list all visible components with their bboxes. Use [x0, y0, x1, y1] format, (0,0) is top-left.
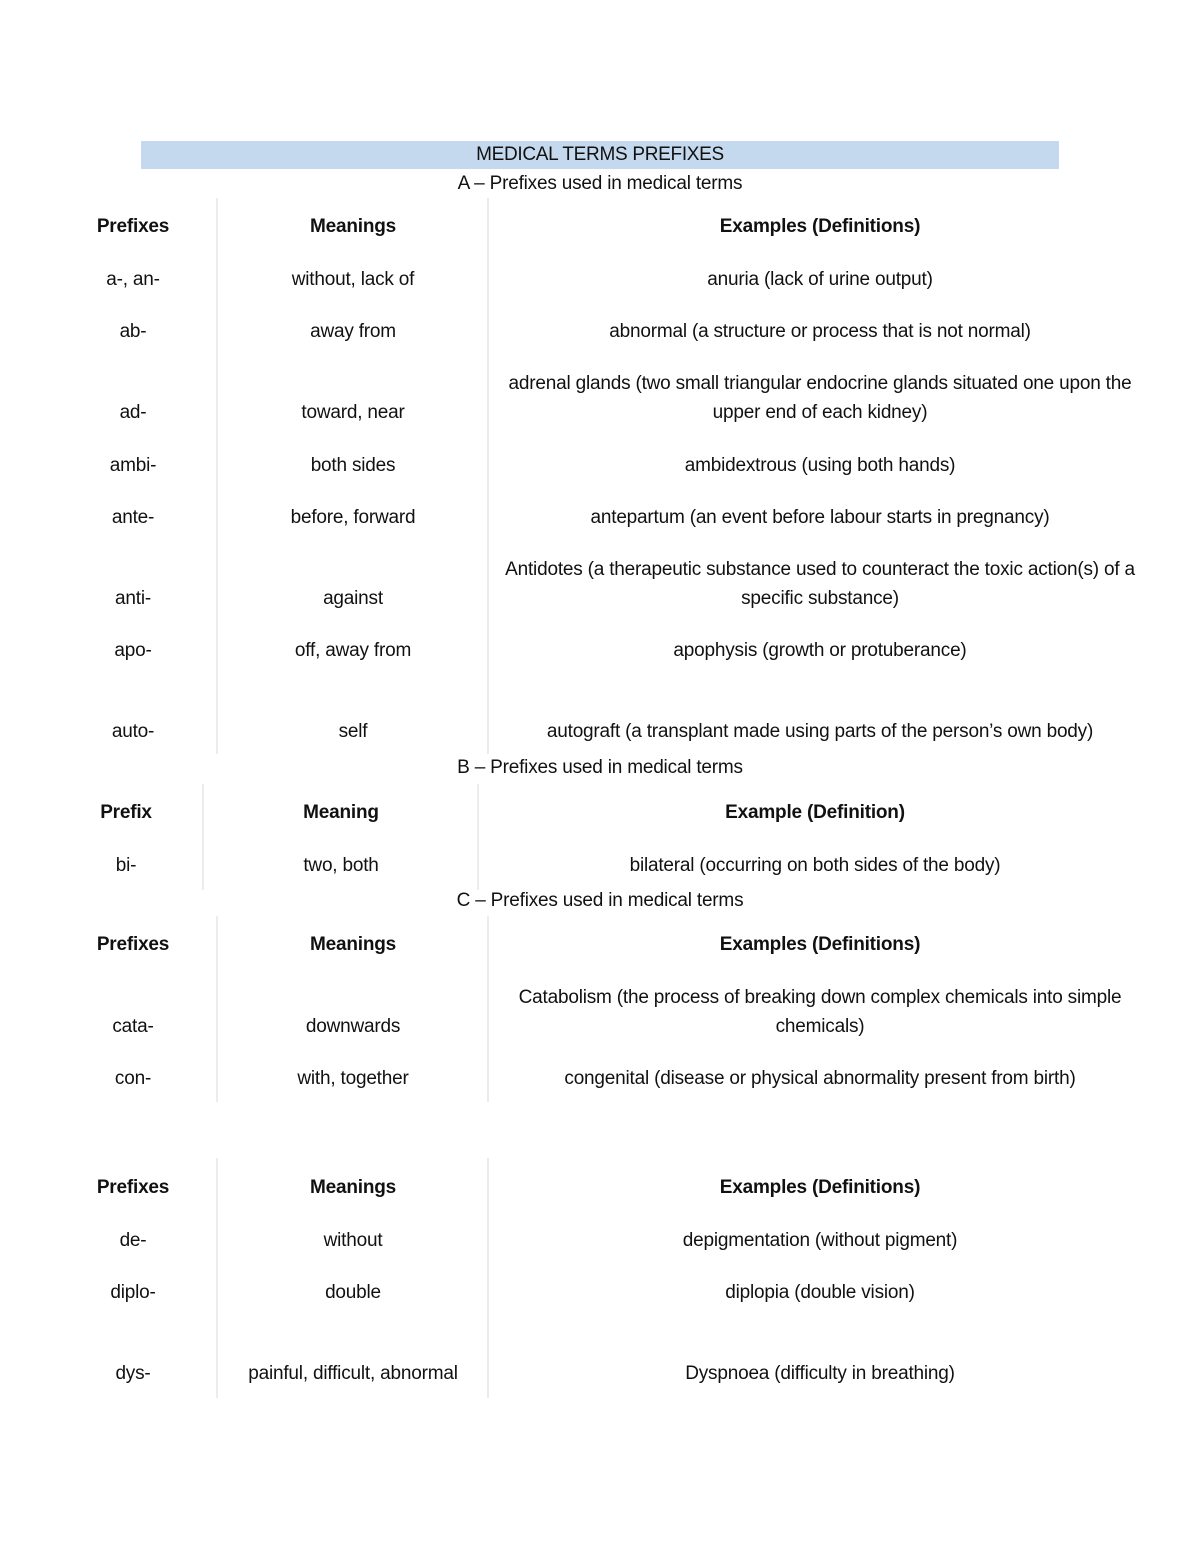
meaning-cell: two, both [303, 855, 379, 876]
meaning-cell: with, together [297, 1068, 409, 1089]
header-example: Examples (Definitions) [719, 933, 921, 955]
meaning-cell: against [323, 588, 383, 609]
example-cell: Antidotes (a therapeutic substance used to counteract the toxic action(s) of a specific substance) [505, 559, 1135, 609]
table-row [0, 498, 1200, 532]
prefix-cell: ad- [119, 402, 147, 423]
header-prefix: Prefixes [96, 933, 170, 955]
header-prefix: Prefix [100, 801, 152, 823]
table-header-row [0, 796, 1200, 828]
prefix-cell: diplo- [110, 1282, 156, 1303]
prefix-cell: ante- [111, 507, 155, 528]
table-row [0, 365, 1200, 427]
example-cell: abnormal (a structure or process that is not normal) [609, 321, 1031, 342]
table-row [0, 1059, 1200, 1093]
example-cell: antepartum (an event before labour starts in pregnancy) [590, 507, 1050, 528]
table-row [0, 312, 1200, 346]
header-meaning: Meanings [309, 933, 397, 955]
meaning-cell: off, away from [294, 640, 412, 661]
header-meaning: Meanings [309, 215, 397, 237]
table-header-row [0, 210, 1200, 242]
table-header-row [0, 928, 1200, 960]
prefix-cell: auto- [111, 721, 155, 742]
table-row [0, 446, 1200, 480]
prefix-cell: bi- [115, 855, 137, 876]
example-cell: bilateral (occurring on both sides of the body) [629, 855, 1001, 876]
prefix-cell: de- [119, 1230, 147, 1251]
header-example: Examples (Definitions) [719, 1176, 921, 1198]
table-row [0, 1221, 1200, 1255]
section-c-heading: C – Prefixes used in medical terms [456, 890, 744, 911]
prefix-cell: apo- [114, 640, 152, 661]
meaning-cell: without [323, 1230, 383, 1251]
header-meaning: Meanings [309, 1176, 397, 1198]
example-cell: ambidextrous (using both hands) [684, 455, 956, 476]
prefix-cell: con- [114, 1068, 152, 1089]
header-example: Examples (Definitions) [719, 215, 921, 237]
example-cell: anuria (lack of urine output) [707, 269, 933, 290]
table-row [0, 684, 1200, 746]
meaning-cell: self [338, 721, 368, 742]
section-a-heading: A – Prefixes used in medical terms [457, 173, 743, 194]
prefix-cell: ab- [119, 321, 147, 342]
prefix-cell: ambi- [109, 455, 157, 476]
meaning-cell: painful, difficult, abnormal [248, 1363, 458, 1384]
section-b-heading: B – Prefixes used in medical terms [457, 757, 743, 778]
example-cell: depigmentation (without pigment) [682, 1230, 958, 1251]
table-header-row [0, 1171, 1200, 1203]
example-cell: Catabolism (the process of breaking down complex chemicals into simple chemicals) [518, 987, 1122, 1037]
prefix-cell: a-, an- [106, 269, 160, 290]
example-cell: congenital (disease or physical abnormality present from birth) [564, 1068, 1076, 1089]
header-prefix: Prefixes [96, 215, 170, 237]
meaning-cell: before, forward [290, 507, 416, 528]
table-row [0, 631, 1200, 665]
table-row [0, 260, 1200, 294]
example-cell: adrenal glands (two small triangular endocrine glands situated one upon the upper end of each kidney) [508, 373, 1132, 423]
meaning-cell: downwards [305, 1016, 401, 1037]
meaning-cell: both sides [310, 455, 396, 476]
meaning-cell: without, lack of [291, 269, 415, 290]
header-example: Example (Definition) [725, 801, 905, 823]
example-cell: autograft (a transplant made using parts of the person’s own body) [546, 721, 1094, 742]
header-meaning: Meaning [303, 801, 379, 823]
header-prefix: Prefixes [96, 1176, 170, 1198]
table-row [0, 1326, 1200, 1388]
example-cell: diplopia (double vision) [725, 1282, 915, 1303]
prefix-cell: cata- [112, 1016, 154, 1037]
prefix-cell: dys- [115, 1363, 151, 1384]
prefix-cell: anti- [115, 588, 151, 609]
page-title: MEDICAL TERMS PREFIXES [141, 141, 1059, 169]
example-cell: Dyspnoea (difficulty in breathing) [685, 1363, 955, 1384]
example-cell: apophysis (growth or protuberance) [673, 640, 967, 661]
meaning-cell: toward, near [301, 402, 405, 423]
meaning-cell: double [325, 1282, 381, 1303]
table-row [0, 1273, 1200, 1307]
table-row [0, 551, 1200, 613]
table-row [0, 846, 1200, 880]
meaning-cell: away from [310, 321, 396, 342]
table-row [0, 979, 1200, 1041]
